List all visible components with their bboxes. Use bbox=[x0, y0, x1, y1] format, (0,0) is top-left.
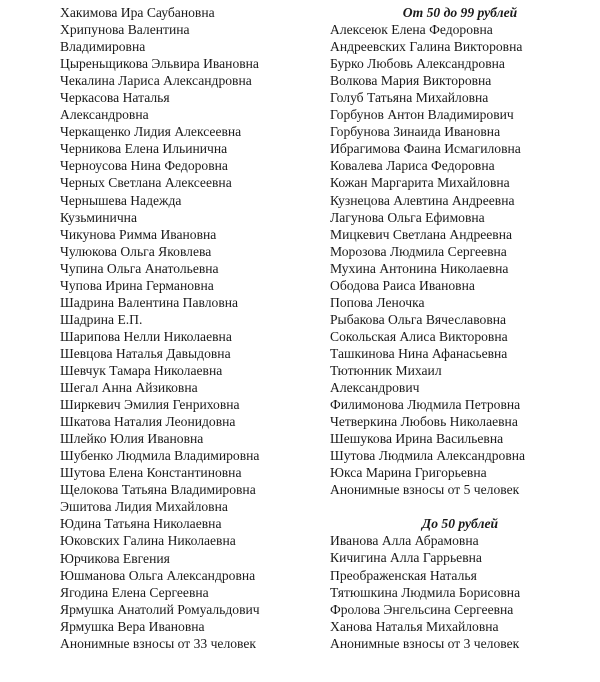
donor-name: Тятюшкина Людмила Борисовна bbox=[330, 584, 521, 600]
donor-name: Мицкевич Светлана Андреевна bbox=[330, 226, 513, 242]
donor-name: Юрчикова Евгения bbox=[60, 550, 170, 566]
donor-name: Голуб Татьяна Михайловна bbox=[330, 90, 489, 106]
donor-name: Хрипунова Валентина bbox=[60, 22, 190, 38]
donor-name: Юковских Галина Николаевна bbox=[60, 533, 236, 549]
donor-name: Шутова Людмила Александровна bbox=[330, 448, 526, 464]
donor-name: Морозова Людмила Сергеевна bbox=[330, 243, 507, 259]
donor-name: Алексеюк Елена Федоровна bbox=[330, 22, 493, 38]
donor-name: Шутова Елена Константиновна bbox=[60, 465, 242, 481]
section-heading-50-99: От 50 до 99 рублей bbox=[402, 5, 518, 20]
donor-name: Юшманова Ольга Александровна bbox=[60, 567, 256, 583]
donor-name: Шегал Анна Айзиковна bbox=[60, 380, 198, 396]
donor-name: Ярмушка Вера Ивановна bbox=[60, 618, 205, 634]
donor-name: Юдина Татьяна Николаевна bbox=[60, 516, 222, 532]
donor-name: Эшитова Лидия Михайловна bbox=[60, 499, 228, 515]
donor-name: Александровна bbox=[60, 107, 149, 123]
donor-name: Кичигина Алла Гаррьевна bbox=[330, 550, 482, 566]
left-column bbox=[60, 4, 320, 652]
donor-name: Шлейко Юлия Ивановна bbox=[60, 431, 204, 447]
donor-name: Ташкинова Нина Афанасьевна bbox=[330, 345, 508, 361]
donor-name: Фролова Энгельсина Сергеевна bbox=[330, 601, 514, 617]
donor-name: Черкасова Наталья bbox=[60, 90, 170, 106]
donor-name: Ягодина Елена Сергеевна bbox=[60, 584, 209, 600]
donor-name: Лагунова Ольга Ефимовна bbox=[330, 209, 485, 225]
section-heading-under-50: До 50 рублей bbox=[421, 516, 499, 532]
donor-name: Чупова Ирина Германовна bbox=[60, 277, 214, 293]
donor-name: Горбунова Зинаида Ивановна bbox=[330, 124, 501, 140]
donor-name: Мухина Антонина Николаевна bbox=[330, 260, 509, 276]
donor-name: Анонимные взносы от 5 человек bbox=[330, 482, 520, 498]
donor-name: Александрович bbox=[330, 380, 420, 396]
donor-list-50-99 bbox=[330, 21, 590, 498]
donor-name: Филимонова Людмила Петровна bbox=[330, 397, 521, 413]
donor-name: Андреевских Галина Викторовна bbox=[330, 39, 523, 55]
donor-name: Черкащенко Лидия Алексеевна bbox=[60, 124, 242, 140]
donor-name: Юкса Марина Григорьевна bbox=[330, 465, 487, 481]
donor-name: Черных Светлана Алексеевна bbox=[60, 175, 232, 191]
donor-name: Шкатова Наталия Леонидовна bbox=[60, 414, 236, 430]
donor-name: Сокольская Алиса Викторовна bbox=[330, 328, 508, 344]
donor-name: Попова Леночка bbox=[330, 294, 425, 310]
donor-name: Владимировна bbox=[60, 39, 146, 55]
donor-name: Преображенская Наталья bbox=[330, 567, 477, 583]
donor-list-left bbox=[60, 4, 320, 652]
section-gap bbox=[330, 498, 590, 515]
donor-name: Шадрина Е.П. bbox=[60, 311, 143, 327]
donor-name: Кузнецова Алевтина Андреевна bbox=[330, 192, 515, 208]
donor-name: Хакимова Ира Саубановна bbox=[60, 5, 215, 20]
donor-name: Чупина Ольга Анатольевна bbox=[60, 260, 219, 276]
donor-name: Ибрагимова Фаина Исмагиловна bbox=[330, 141, 521, 157]
donor-name: Тютюнник Михаил bbox=[330, 362, 442, 378]
donor-name: Четверкина Любовь Николаевна bbox=[330, 414, 518, 430]
donor-name: Чернышева Надежда bbox=[60, 192, 182, 208]
donor-name: Шевцова Наталья Давыдовна bbox=[60, 345, 231, 361]
donor-name: Шешукова Ирина Васильевна bbox=[330, 431, 504, 447]
donor-name: Черноусова Нина Федоровна bbox=[60, 158, 228, 174]
donor-name: Щелокова Татьяна Владимировна bbox=[60, 482, 256, 498]
donor-name: Кузьминична bbox=[60, 209, 137, 225]
donor-name: Волкова Мария Викторовна bbox=[330, 73, 492, 89]
donor-name: Шарипова Нелли Николаевна bbox=[60, 328, 232, 344]
donor-name: Ханова Наталья Михайловна bbox=[330, 618, 499, 634]
donor-name: Ковалева Лариса Федоровна bbox=[330, 158, 495, 174]
donor-name: Цыреньщикова Эльвира Ивановна bbox=[60, 56, 259, 72]
donor-name: Рыбакова Ольга Вячеславовна bbox=[330, 311, 507, 327]
donor-name: Шубенко Людмила Владимировна bbox=[60, 448, 260, 464]
donor-name: Ободова Раиса Ивановна bbox=[330, 277, 475, 293]
donor-name: Черникова Елена Ильинична bbox=[60, 141, 228, 157]
donor-name: Анонимные взносы от 3 человек bbox=[330, 635, 520, 651]
donor-name: Горбунов Антон Владимирович bbox=[330, 107, 514, 123]
donor-name: Шевчук Тамара Николаевна bbox=[60, 362, 223, 378]
donor-name: Анонимные взносы от 33 человек bbox=[60, 635, 257, 651]
donor-name: Чулюкова Ольга Яковлева bbox=[60, 243, 212, 259]
donor-name: Шадрина Валентина Павловна bbox=[60, 294, 239, 310]
donor-name: Ширкевич Эмилия Генриховна bbox=[60, 397, 240, 413]
donor-list-under-50 bbox=[330, 532, 590, 651]
donor-name: Ярмушка Анатолий Ромуальдович bbox=[60, 601, 260, 617]
donor-name: Чекалина Лариса Александровна bbox=[60, 73, 252, 89]
donor-name: Чикунова Римма Ивановна bbox=[60, 226, 217, 242]
donor-name: Кожан Маргарита Михайловна bbox=[330, 175, 510, 191]
donor-name: Бурко Любовь Александровна bbox=[330, 56, 505, 72]
donor-name: Иванова Алла Абрамовна bbox=[330, 533, 479, 549]
right-column bbox=[330, 4, 590, 652]
